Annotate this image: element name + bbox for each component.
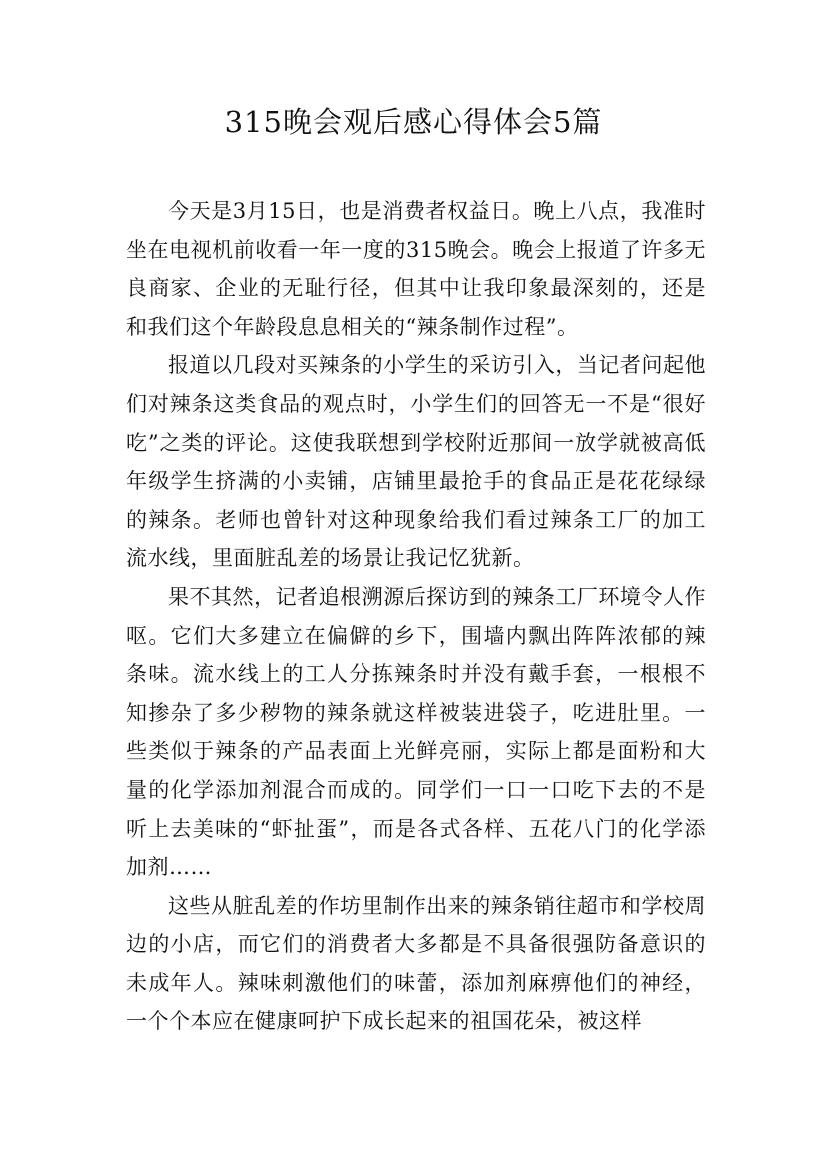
paragraph-1: 今天是3月15日，也是消费者权益日。晚上八点，我准时坐在电视机前收看一年一度的315晚会。晚会上报道了许多无良商家、企业的无耻行径，但其中让我印象最深刻的，还是和我们这个年龄段息息相关的“辣条制作过程”。 — [126, 199, 706, 339]
paragraph-2: 报道以几段对买辣条的小学生的采访引入，当记者问起他们对辣条这类食品的观点时，小学生们的回答无一不是“很好吃”之类的评论。这使我联想到学校附近那间一放学就被高低年级学生挤满的小卖铺，店铺里最抢手的食品正是花花绿绿的辣条。老师也曾针对这种现象给我们看过辣条工厂的加工流水线，里面脏乱差的场景让我记忆犹新。 — [126, 353, 706, 571]
paragraph-3: 果不其然，记者追根溯源后探访到的辣条工厂环境令人作呕。它们大多建立在偏僻的乡下，围墙内飘出阵阵浓郁的辣条味。流水线上的工人分拣辣条时并没有戴手套，一根根不知掺杂了多少秽物的辣条就这样被装进袋子，吃进肚里。一些类似于辣条的产品表面上光鲜亮丽，实际上都是面粉和大量的化学添加剂混合而成的。同学们一口一口吃下去的不是听上去美味的“虾扯蛋”，而是各式各样、五花八门的化学添加剂…… — [126, 584, 706, 880]
document-body — [126, 192, 706, 1041]
paragraph-4: 这些从脏乱差的作坊里制作出来的辣条销往超市和学校周边的小店，而它们的消费者大多都是不具备很强防备意识的未成年人。辣味刺激他们的味蕾，添加剂麻痹他们的神经，一个个本应在健康呵护下成长起来的祖国花朵，被这样 — [126, 893, 706, 1034]
document-title: 315晚会观后感心得体会5篇 — [224, 105, 603, 139]
